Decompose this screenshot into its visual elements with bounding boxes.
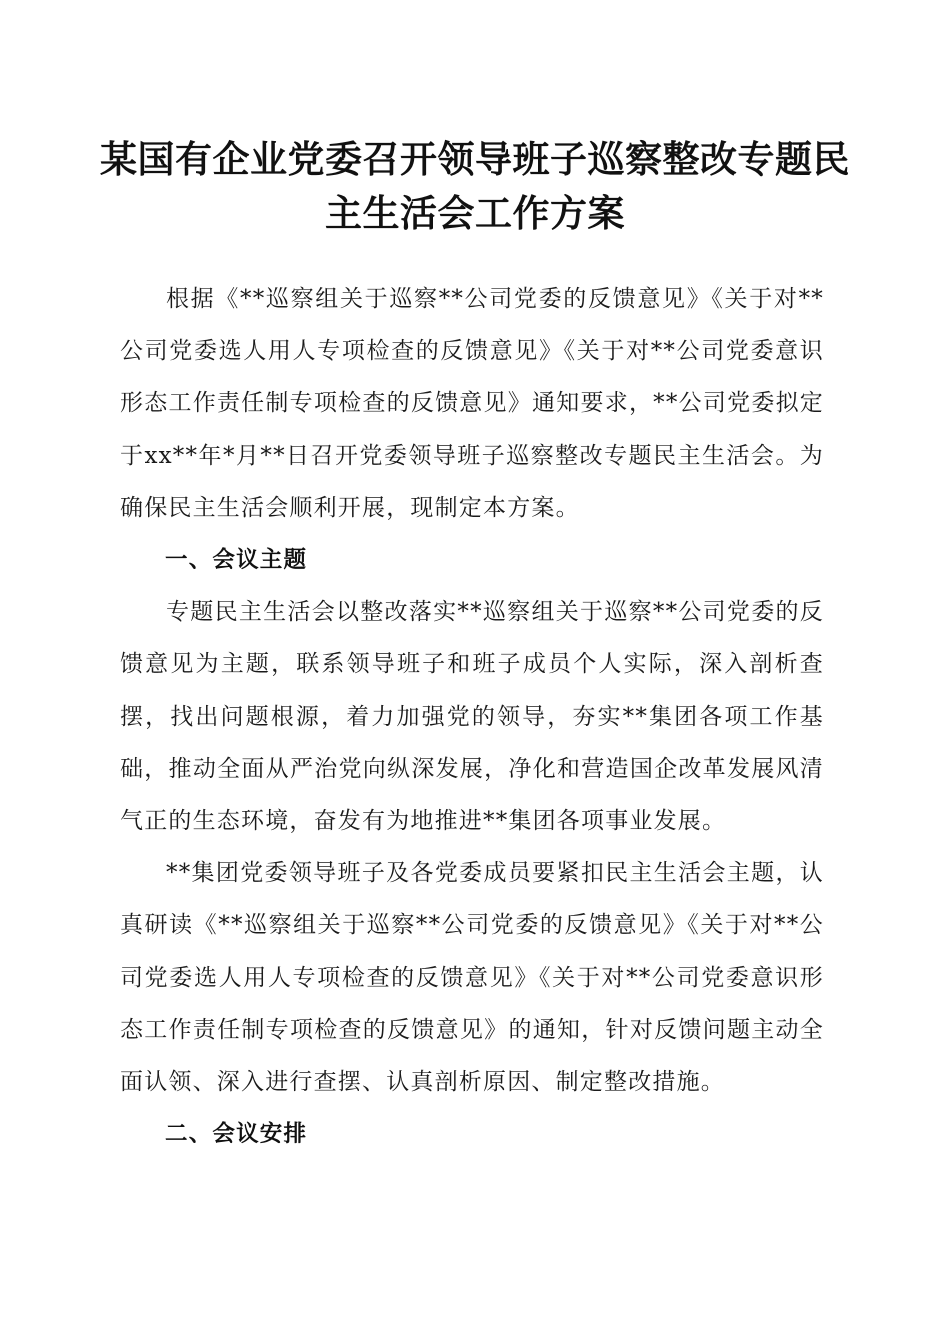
- document-title: [100, 132, 850, 240]
- intro-paragraph: 根据《**巡察组关于巡察**公司党委的反馈意见》《关于对**公司党委选人用人专项检查的反馈意见》《关于对**公司党委意识形态工作责任制专项检查的反馈意见》通知要求，**公司党委拟定于xx**年*月**日召开党委领导班子巡察整改专题民主生活会。为确保民主生活会顺利开展，现制定本方案。: [120, 286, 824, 521]
- title-line-1: 某国有企业党委召开领导班子巡察整改专题民: [100, 137, 850, 181]
- document-body: [120, 273, 824, 1160]
- section-heading-meeting-arrangement: 二、会议安排: [165, 1121, 308, 1148]
- requirements-paragraph: **集团党委领导班子及各党委成员要紧扣民主生活会主题，认真研读《**巡察组关于巡察**公司党委的反馈意见》《关于对**公司党委选人用人专项检查的反馈意见》《关于对**公司党委意识形态工作责任制专项检查的反馈意见》的通知，针对反馈问题主动全面认领、深入进行查摆、认真剖析原因、制定整改措施。: [120, 860, 824, 1096]
- theme-paragraph: 专题民主生活会以整改落实**巡察组关于巡察**公司党委的反馈意见为主题，联系领导班子和班子成员个人实际，深入剖析查摆，找出问题根源，着力加强党的领导，夯实**集团各项工作基础，推动全面从严治党向纵深发展，净化和营造国企改革发展风清气正的生态环境，奋发有为地推进**集团各项事业发展。: [120, 599, 824, 835]
- title-line-2: 主生活会工作方案: [325, 191, 625, 235]
- section-heading-meeting-theme: 一、会议主题: [165, 547, 308, 574]
